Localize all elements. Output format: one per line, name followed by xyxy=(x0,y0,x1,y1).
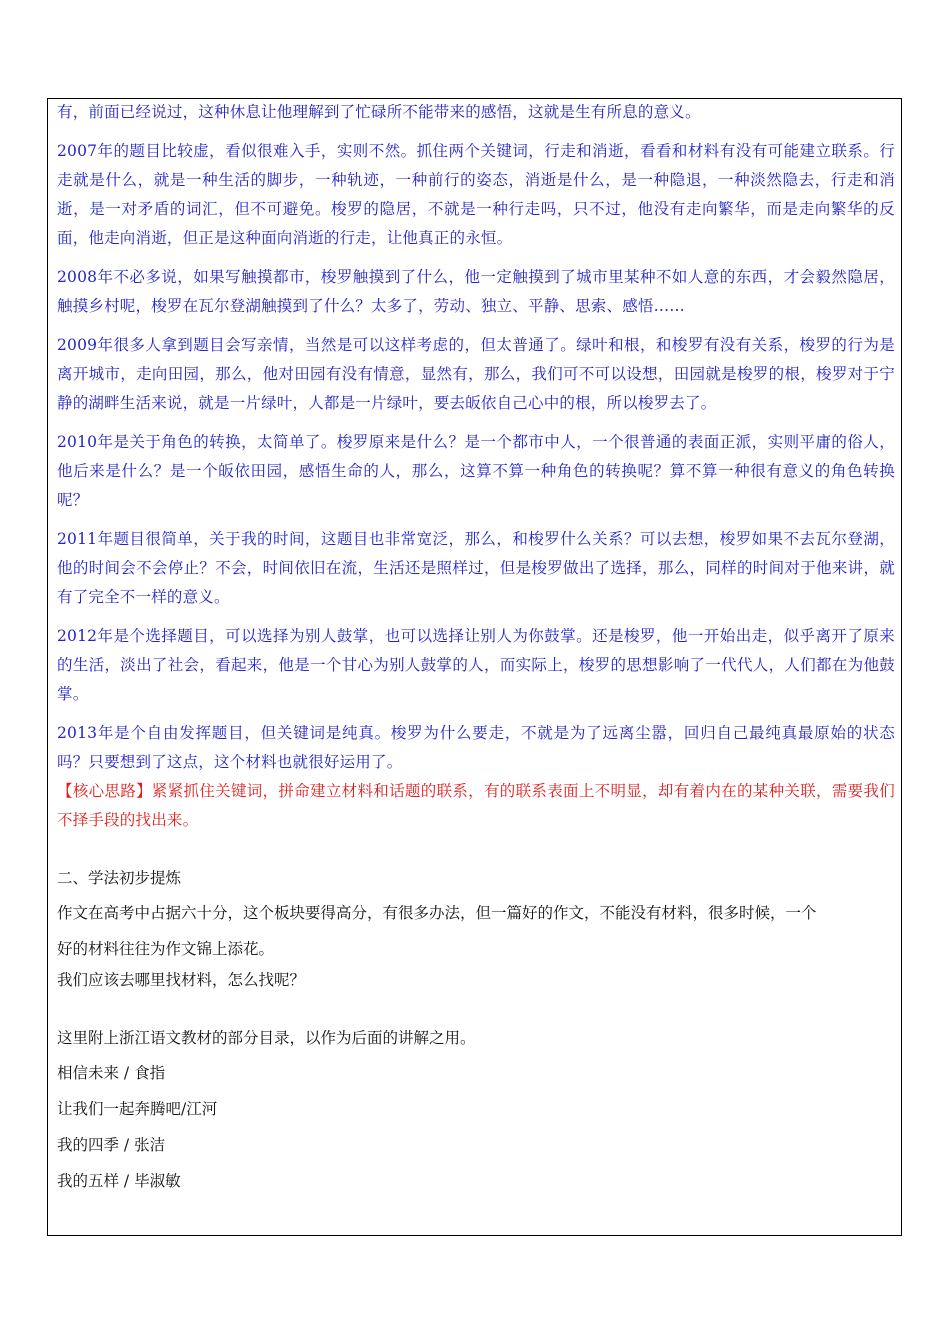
core-idea: 【核心思路】紧紧抓住关键词，拼命建立材料和话题的联系，有的联系表面上不明显，却有着内在的某种关联，需要我们不择手段的找出来。 xyxy=(57,782,895,829)
paragraph-2008: 2008年不必多说，如果写触摸都市，梭罗触摸到了什么，他一定触摸到了城市里某种不如人意的东西，才会毅然隐居，触摸乡村呢，梭罗在瓦尔登湖触摸到了什么？太多了，劳动、独立、平静、思索、感悟…… xyxy=(57,268,895,315)
paragraph-2007: 2007年的题目比较虚，看似很难入手，实则不然。抓住两个关键词，行走和消逝，看看和材料有没有可能建立联系。行走就是什么，就是一种生活的脚步，一种轨迹，一种前行的姿态，消逝是什么，是一种隐退，一种淡然隐去，行走和消逝，是一对矛盾的词汇，但不可避免。梭罗的隐居，不就是一种行走吗，只不过，他没有走向繁华，而是走向繁华的反面，他走向消逝，但正是这种面向消逝的行走，让他真正的永恒。 xyxy=(57,142,895,247)
toc-item: 我的五样 / 毕淑敏 xyxy=(57,1172,181,1190)
toc-list xyxy=(57,1055,895,1199)
toc-item: 让我们一起奔腾吧/江河 xyxy=(57,1100,218,1118)
toc-item: 相信未来 / 食指 xyxy=(57,1064,166,1082)
paragraph-2010: 2010年是关于角色的转换，太简单了。梭罗原来是什么？是一个都市中人，一个很普通的表面正派，实则平庸的俗人，他后来是什么？是一个皈依田园，感悟生命的人，那么，这算不算一种角色的转换呢？算不算一种很有意义的角色转换呢？ xyxy=(57,433,895,509)
toc-item: 我的四季 / 张洁 xyxy=(57,1136,166,1154)
paragraph-2011: 2011年题目很简单，关于我的时间，这题目也非常宽泛，那么，和梭罗什么关系？可以去想，梭罗如果不去瓦尔登湖，他的时间会不会停止？不会，时间依旧在流，生活还是照样过，但是梭罗做出了选择，那么，同样的时间对于他来讲，就有了完全不一样的意义。 xyxy=(57,530,895,606)
question-line: 我们应该去哪里找材料，怎么找呢？ xyxy=(57,971,306,989)
intro-line-2: 好的材料往往为作文锦上添花。 xyxy=(57,940,275,958)
document-body xyxy=(57,98,895,1199)
paragraph-2009: 2009年很多人拿到题目会写亲情，当然是可以这样考虑的，但太普通了。绿叶和根，和梭罗有没有关系，梭罗的行为是离开城市，走向田园，那么，他对田园有没有情意，显然有，那么，我们可不可以设想，田园就是梭罗的根，梭罗对于宁静的湖畔生活来说，就是一片绿叶，人都是一片绿叶，要去皈依自己心中的根，所以梭罗去了。 xyxy=(57,336,895,412)
intro-line-1: 作文在高考中占据六十分，这个板块要得高分，有很多办法，但一篇好的作文，不能没有材料，很多时候，一个 xyxy=(57,904,817,922)
paragraph-2012: 2012年是个选择题目，可以选择为别人鼓掌，也可以选择让别人为你鼓掌。还是梭罗，他一开始出走，似乎离开了原来的生活，淡出了社会，看起来，他是一个甘心为别人鼓掌的人，而实际上，梭罗的思想影响了一代代人，人们都在为他鼓掌。 xyxy=(57,627,895,703)
paragraph-2013: 2013年是个自由发挥题目，但关键词是纯真。梭罗为什么要走，不就是为了远离尘嚣，回归自己最纯真最原始的状态吗？只要想到了这点，这个材料也就很好运用了。 xyxy=(57,724,895,771)
section-title: 二、学法初步提炼 xyxy=(57,869,182,887)
paragraph-continued: 有，前面已经说过，这种休息让他理解到了忙碌所不能带来的感悟，这就是生有所息的意义。 xyxy=(57,103,701,121)
attach-note: 这里附上浙江语文教材的部分目录，以作为后面的讲解之用。 xyxy=(57,1029,476,1047)
